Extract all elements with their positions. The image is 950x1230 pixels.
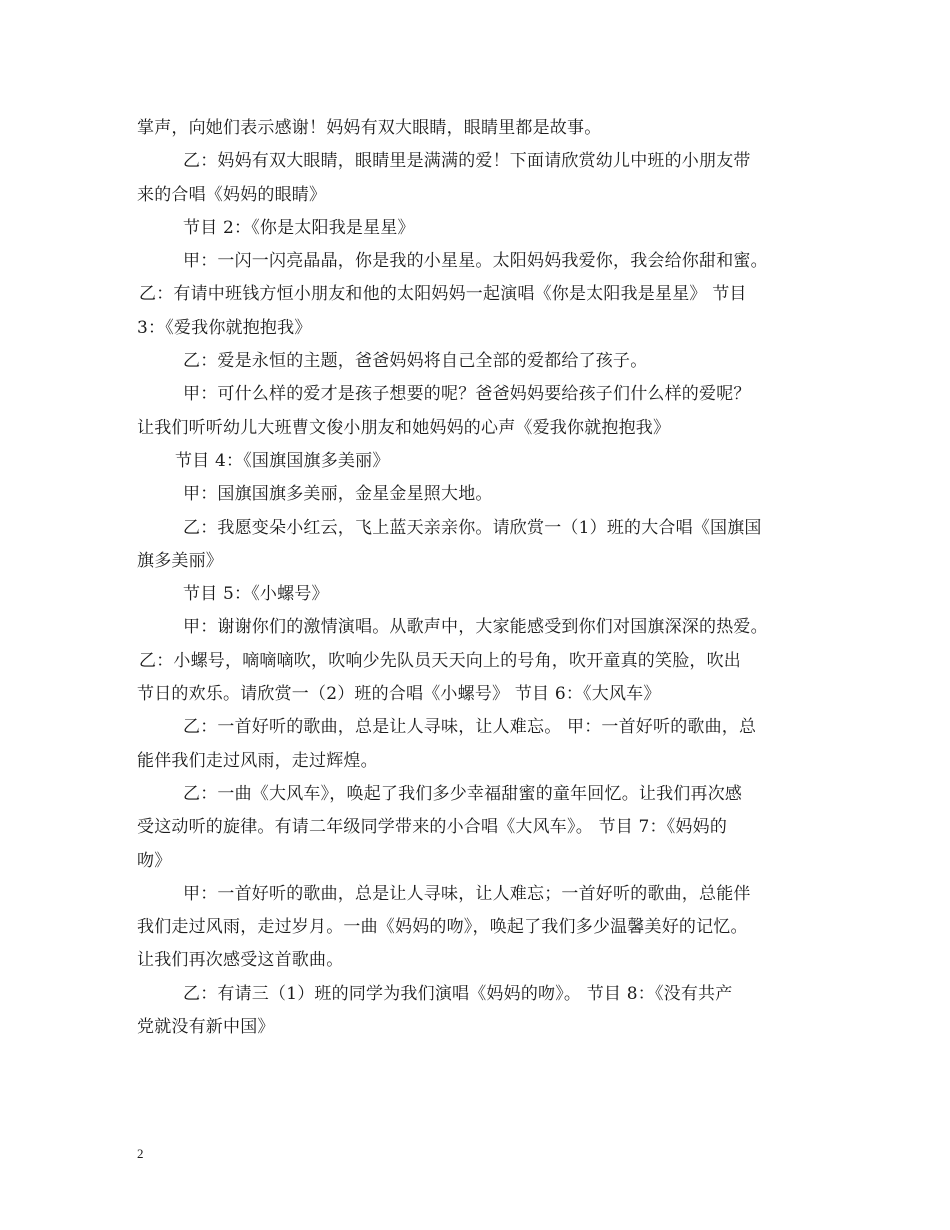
page-number: 2 — [137, 1146, 144, 1161]
paragraph-line: 甲：一首好听的歌曲，总是让人寻味，让人难忘；一首好听的歌曲，总能伴 — [183, 883, 751, 904]
paragraph-line: 掌声，向她们表示感谢！妈妈有双大眼睛，眼睛里都是故事。 — [137, 118, 602, 138]
paragraph-line: 乙：有请中班钱方恒小朋友和他的太阳妈妈一起演唱《你是太阳我是星星》 节目 — [139, 284, 747, 305]
paragraph-line: 乙：一首好听的歌曲，总是让人寻味，让人难忘。 甲：一首好听的歌曲，总 — [183, 717, 757, 738]
paragraph-line: 让我们再次感受这首歌曲。 — [137, 950, 344, 971]
paragraph-line: 吻》 — [137, 850, 172, 871]
paragraph-line: 我们走过风雨，走过岁月。一曲《妈妈的吻》，唤起了我们多少温馨美好的记忆。 — [137, 917, 748, 938]
paragraph-line: 旗多美丽》 — [137, 550, 223, 571]
paragraph-line: 乙：爱是永恒的主题，爸爸妈妈将自己全部的爱都给了孩子。 — [183, 351, 648, 372]
paragraph-line: 甲：一闪一闪亮晶晶，你是我的小星星。太阳妈妈我爱你，我会给你甜和蜜。 — [183, 251, 768, 272]
paragraph-line: 乙：我愿变朵小红云，飞上蓝天亲亲你。请欣赏一（1）班的大合唱《国旗国 — [183, 517, 762, 538]
paragraph-line: 节日的欢乐。请欣赏一（2）班的合唱《小螺号》 节目 6：《大风车》 — [137, 684, 661, 705]
paragraph-line: 乙：有请三（1）班的同学为我们演唱《妈妈的吻》。 节目 8：《没有共产 — [183, 983, 733, 1004]
paragraph-line: 甲：国旗国旗多美丽，金星金星照大地。 — [183, 484, 493, 505]
paragraph-line: 甲：谢谢你们的激情演唱。从歌声中，大家能感受到你们对国旗深深的热爱。 — [183, 617, 768, 638]
paragraph-line: 让我们听听幼儿大班曹文俊小朋友和她妈妈的心声《爱我你就抱抱我》 — [137, 417, 671, 438]
paragraph-line: 甲：可什么样的爱才是孩子想要的呢？爸爸妈妈要给孩子们什么样的爱呢？ — [183, 384, 751, 405]
program-heading: 节目 2：《你是太阳我是星星》 — [183, 217, 415, 238]
paragraph-line: 受这动听的旋律。有请二年级同学带来的小合唱《大风车》。 节目 7：《妈妈的 — [137, 817, 728, 838]
program-heading: 节目 5：《小螺号》 — [183, 584, 329, 605]
paragraph-line: 乙：一曲《大风车》，唤起了我们多少幸福甜蜜的童年回忆。让我们再次感 — [183, 783, 743, 804]
paragraph-line: 3：《爱我你就抱抱我》 — [137, 317, 312, 338]
paragraph-line: 能伴我们走过风雨，走过辉煌。 — [137, 750, 378, 771]
program-heading: 节目 4：《国旗国旗多美丽》 — [175, 450, 390, 471]
document-body — [137, 112, 827, 1044]
paragraph-line: 党就没有新中国》 — [137, 1017, 275, 1038]
paragraph-line: 来的合唱《妈妈的眼睛》 — [137, 184, 327, 205]
paragraph-line: 乙：妈妈有双大眼睛，眼睛里是满满的爱！下面请欣赏幼儿中班的小朋友带 — [183, 151, 751, 172]
paragraph-line: 乙：小螺号，嘀嘀嘀吹，吹响少先队员天天向上的号角，吹开童真的笑脸，吹出 — [139, 650, 741, 671]
